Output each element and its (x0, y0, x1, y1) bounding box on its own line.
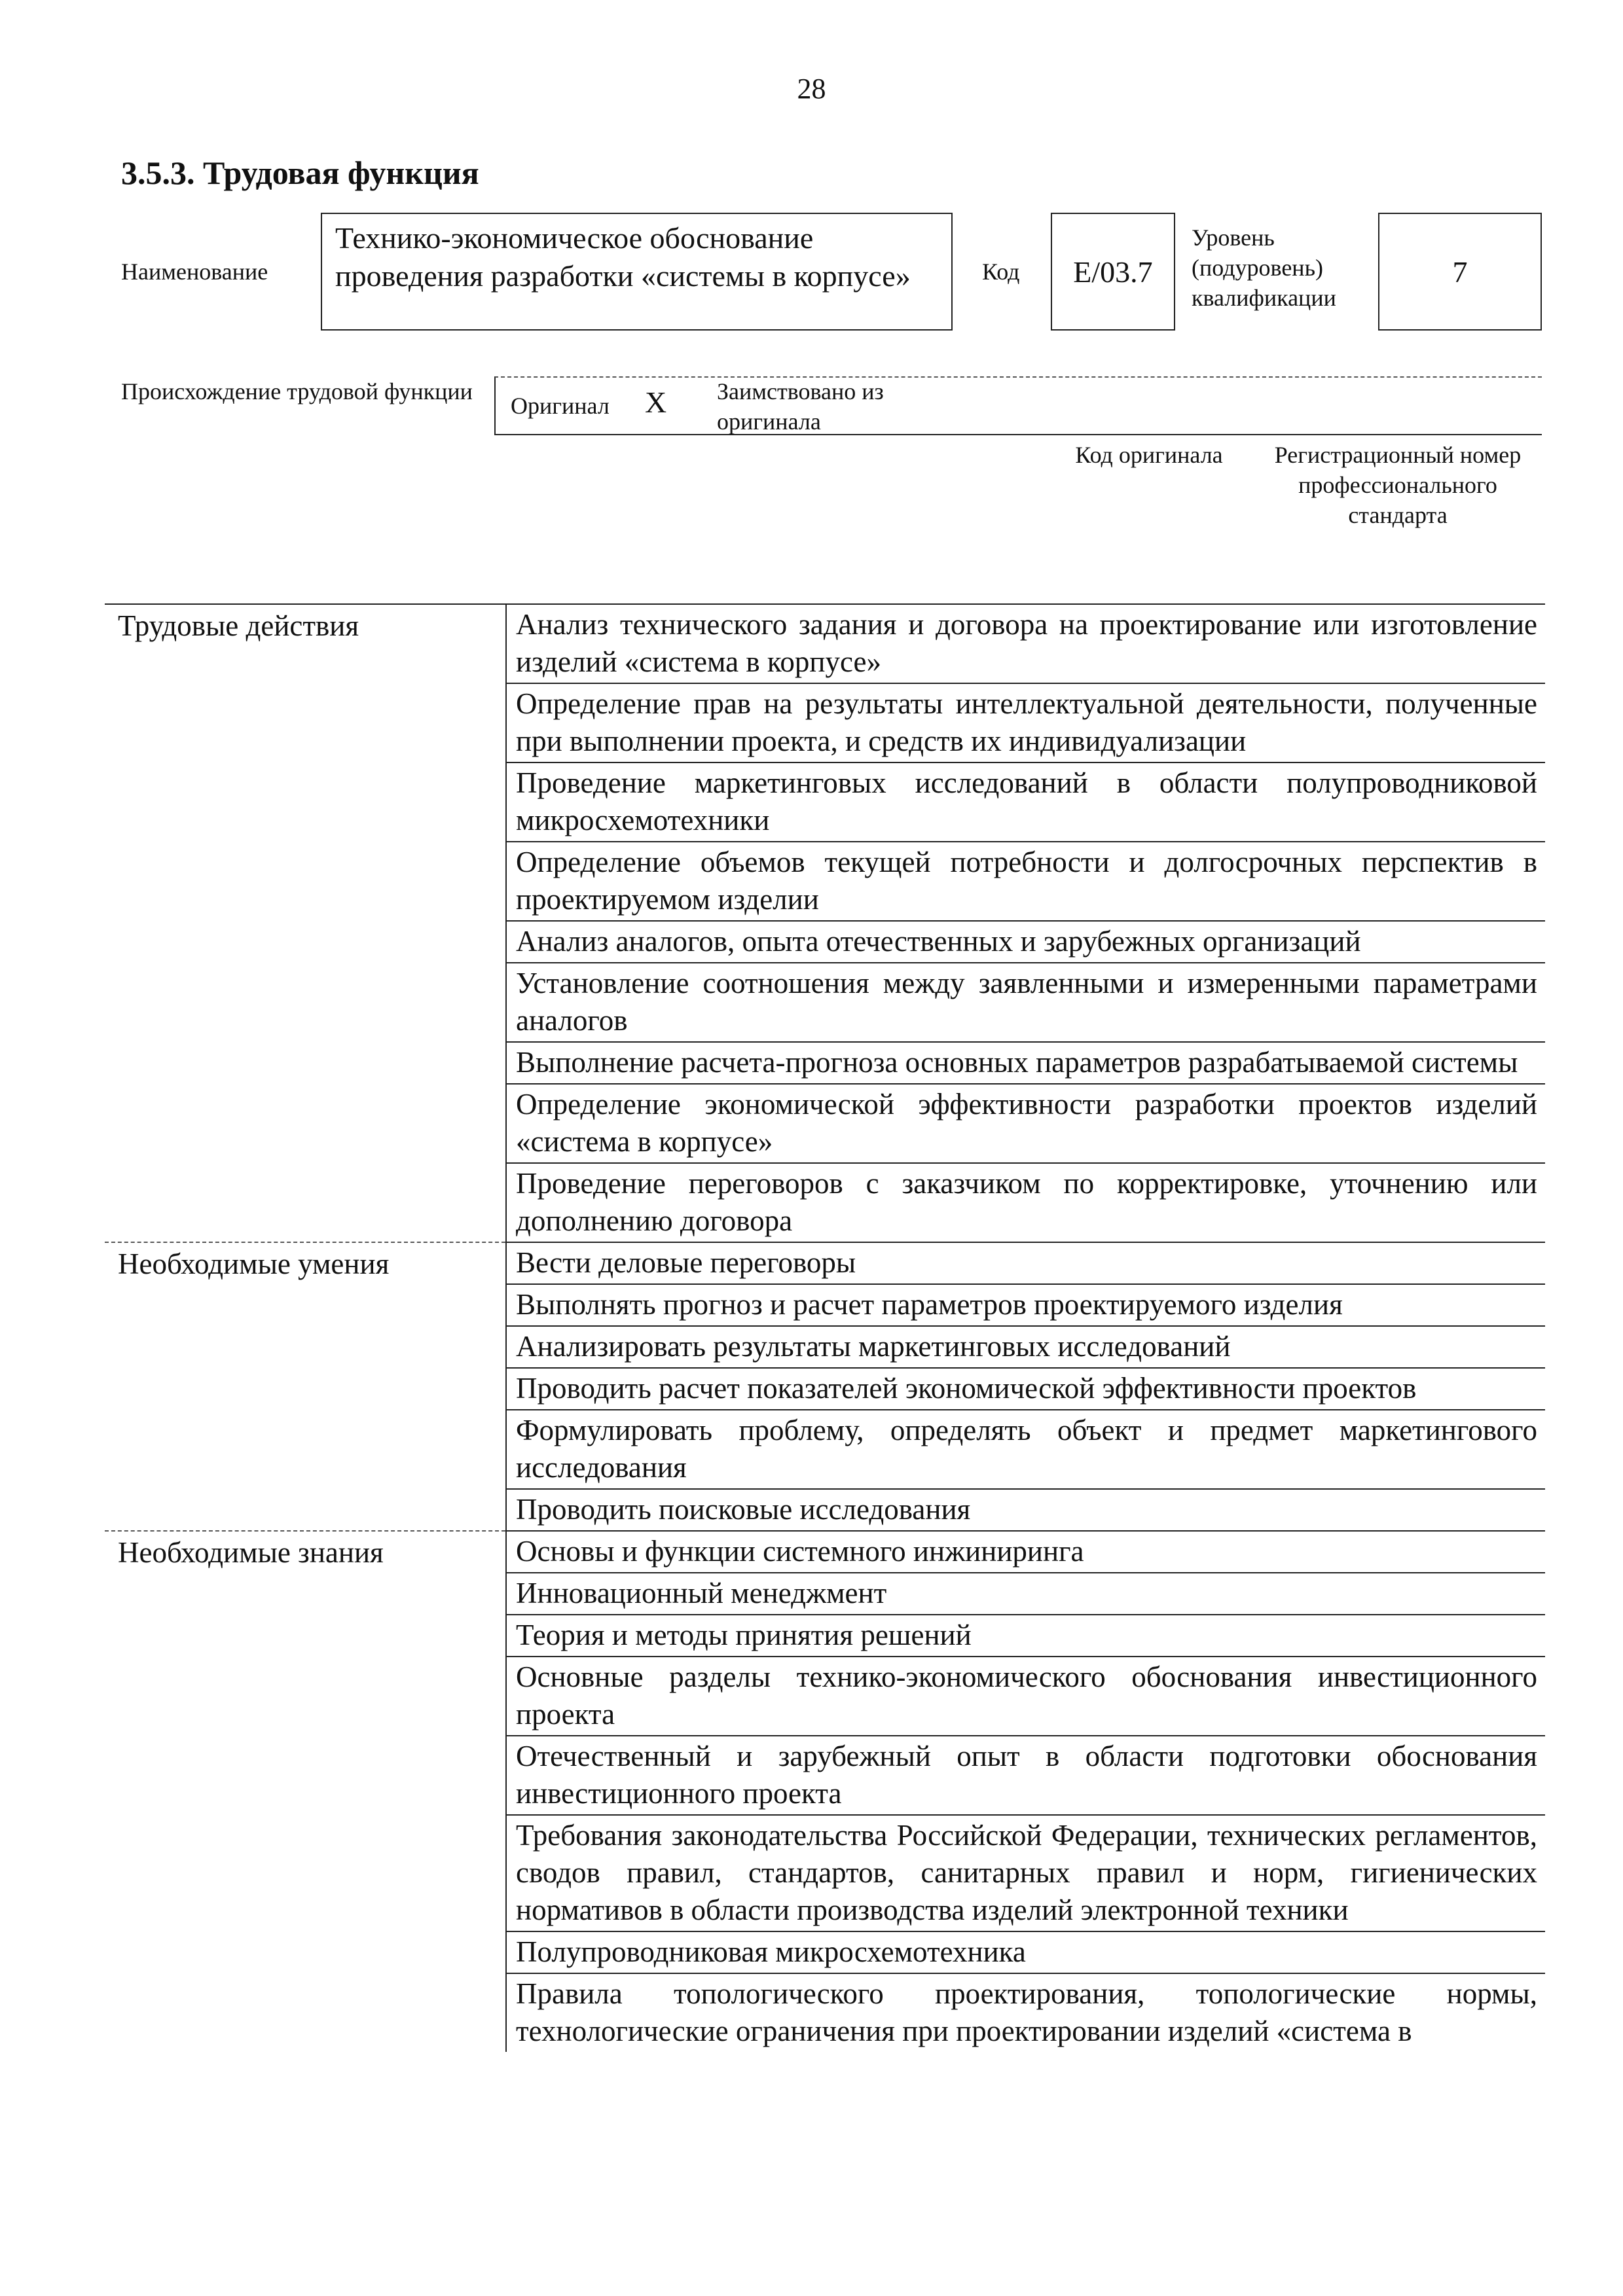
function-details-table (105, 603, 1545, 2052)
reg-number-label: Регистрационный номер профессионального стандарта (1274, 442, 1522, 528)
function-name-box (321, 213, 953, 331)
section-title-skills: Необходимые умения (105, 1242, 506, 1531)
list-item: Теория и методы принятия решений (506, 1615, 1545, 1657)
section-title-knowledge: Необходимые знания (105, 1531, 506, 2052)
list-item: Определение прав на результаты интеллектуальной деятельности, полученные при выполнении проекта, и средств их индивидуализации (506, 683, 1545, 762)
list-item: Вести деловые переговоры (506, 1242, 1545, 1284)
list-item: Требования законодательства Российской Федерации, технических регламентов, сводов правил, стандартов, санитарных правил и норм, гигиенических нормативов в области производства изделий электронной техники (506, 1815, 1545, 1931)
table-row (105, 604, 1545, 683)
section-title-labor-actions: Трудовые действия (105, 604, 506, 1242)
list-item: Выполнять прогноз и расчет параметров проектируемого изделия (506, 1284, 1545, 1326)
table-row (105, 1531, 1545, 1573)
original-mark: X (645, 386, 667, 419)
list-item: Проведение маркетинговых исследований в области полупроводниковой микросхемотехники (506, 762, 1545, 842)
list-item: Проводить поисковые исследования (506, 1489, 1545, 1531)
code-value: E/03.7 (1073, 255, 1153, 289)
list-item: Определение объемов текущей потребности и долгосрочных перспектив в проектируемом изделии (506, 842, 1545, 921)
list-item: Анализ аналогов, опыта отечественных и зарубежных организаций (506, 921, 1545, 963)
list-item: Проведение переговоров с заказчиком по корректировке, уточнению или дополнению договора (506, 1163, 1545, 1242)
list-item: Основы и функции системного инжиниринга (506, 1531, 1545, 1573)
list-item: Выполнение расчета-прогноза основных параметров разрабатываемой системы (506, 1042, 1545, 1084)
list-item: Анализировать результаты маркетинговых исследований (506, 1326, 1545, 1368)
table-row (105, 1242, 1545, 1284)
list-item: Установление соотношения между заявленными и измеренными параметрами аналогов (506, 963, 1545, 1042)
original-label: Оригинал (511, 393, 610, 419)
list-item: Инновационный менеджмент (506, 1573, 1545, 1615)
list-item: Отечественный и зарубежный опыт в области подготовки обоснования инвестиционного проекта (506, 1736, 1545, 1815)
list-item: Полупроводниковая микросхемотехника (506, 1931, 1545, 1973)
level-value: 7 (1452, 255, 1468, 289)
page-number: 28 (797, 73, 826, 105)
list-item: Проводить расчет показателей экономической эффективности проектов (506, 1368, 1545, 1410)
code-original-label: Код оригинала (1075, 442, 1223, 468)
code-label: Код (982, 259, 1020, 285)
list-item: Правила топологического проектирования, топологические нормы, технологические ограничения при проектировании изделий «система в (516, 1977, 1537, 2047)
origin-label: Происхождение трудовой функции (121, 378, 473, 404)
section-title: 3.5.3. Трудовая функция (121, 154, 479, 191)
borrowed-label: Заимствовано из оригинала (717, 378, 884, 435)
function-name-value: Технико-экономическое обоснование проведения разработки «системы в корпусе» (335, 221, 911, 293)
level-label: Уровень (подуровень) квалификации (1192, 224, 1336, 311)
level-box (1378, 213, 1542, 331)
code-box (1051, 213, 1175, 331)
name-label: Наименование (121, 259, 268, 285)
list-item: Формулировать проблему, определять объект и предмет маркетингового исследования (506, 1410, 1545, 1489)
list-item: Анализ технического задания и договора на проектирование или изготовление изделий «система в корпусе» (506, 604, 1545, 683)
list-item: Основные разделы технико-экономического обоснования инвестиционного проекта (506, 1657, 1545, 1736)
list-item: Определение экономической эффективности разработки проектов изделий «система в корпусе» (506, 1084, 1545, 1163)
